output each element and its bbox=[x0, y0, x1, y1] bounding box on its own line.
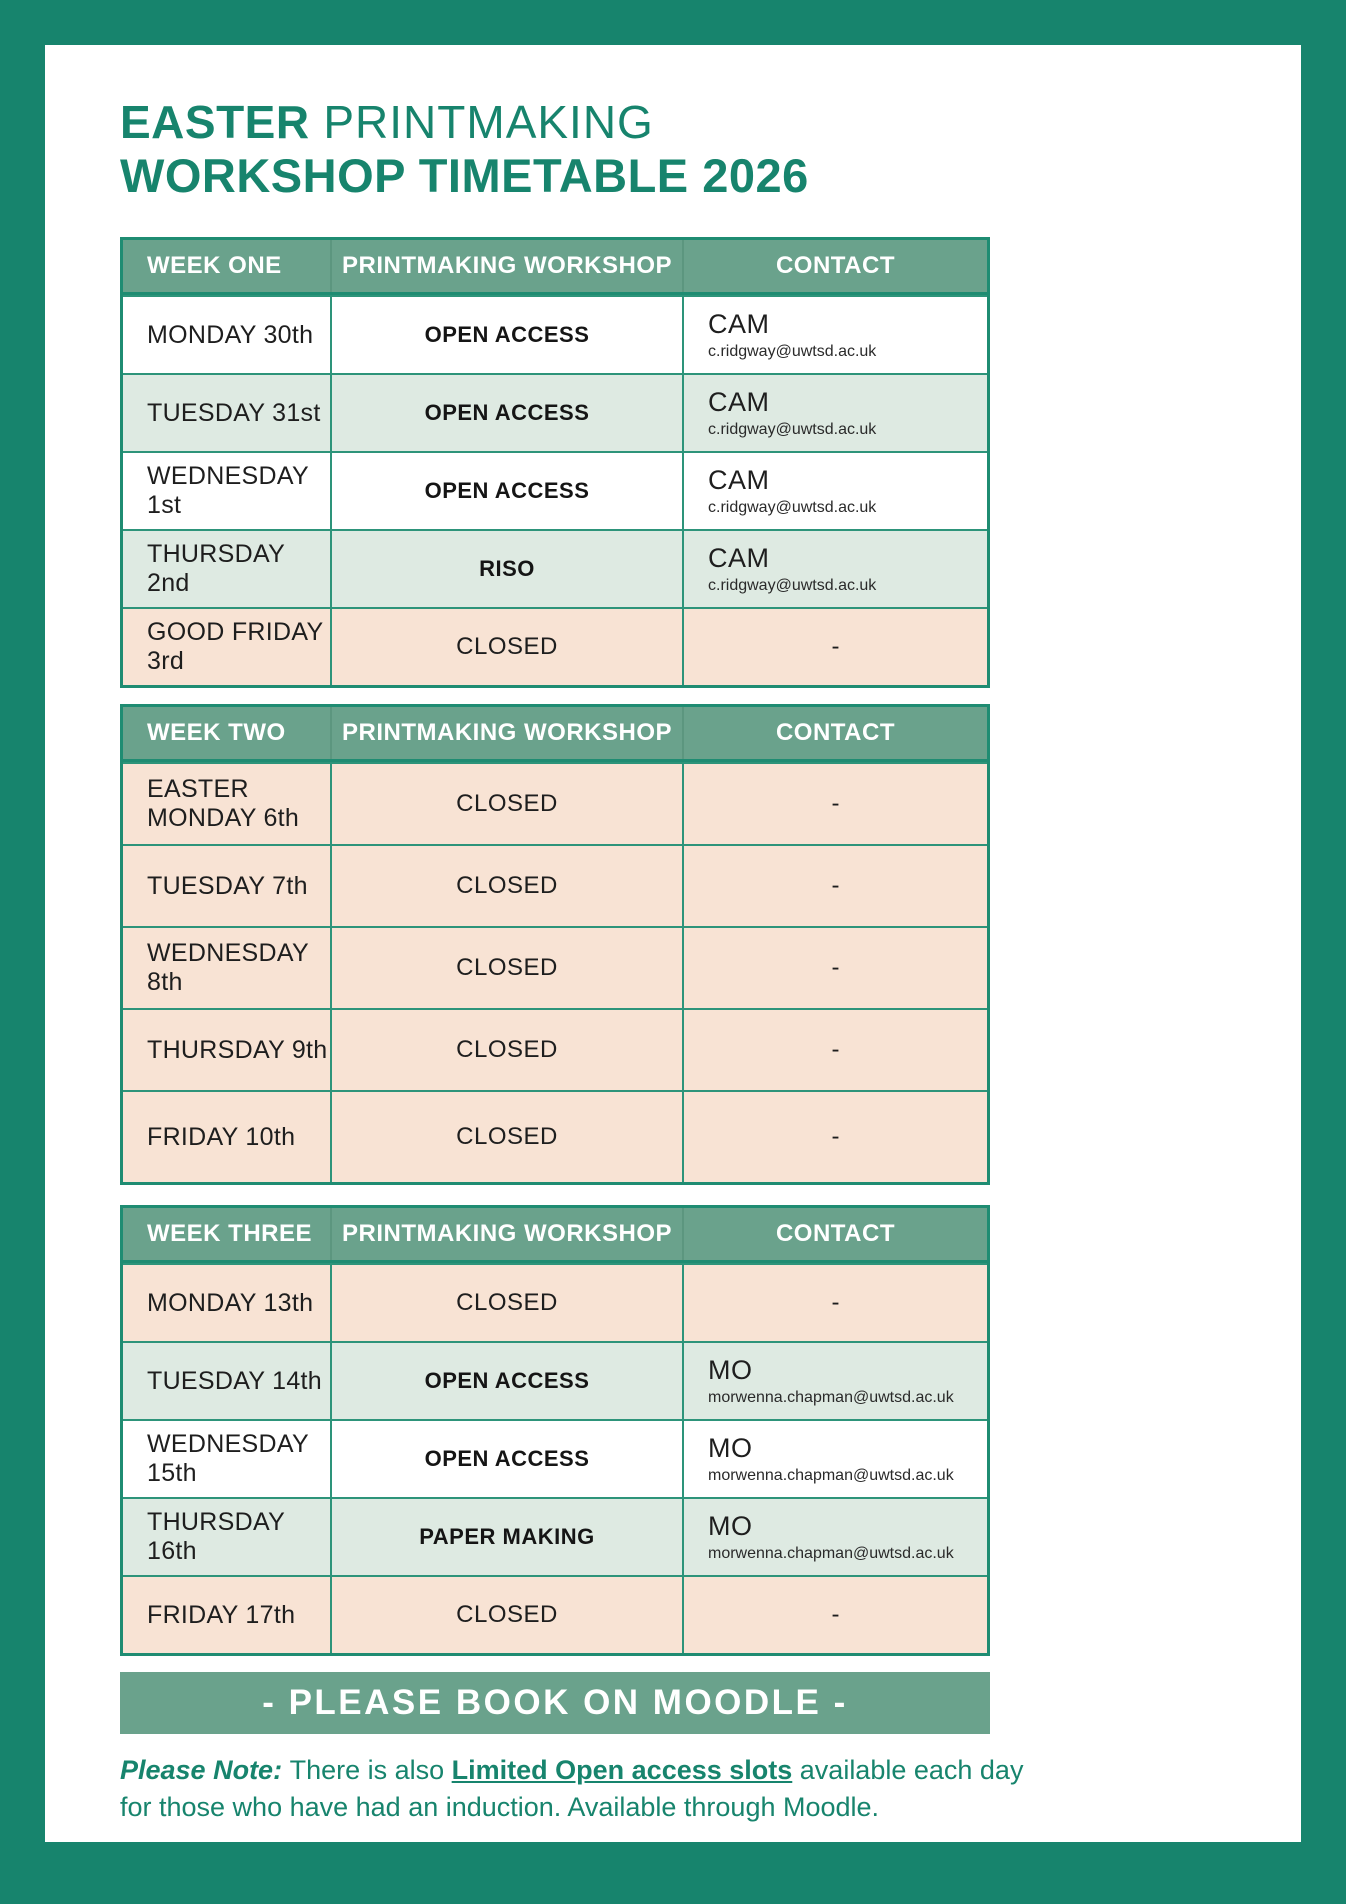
contact-name: MO bbox=[708, 1355, 753, 1385]
table-row bbox=[123, 1497, 987, 1575]
week-two-header-row bbox=[123, 707, 987, 762]
contact-empty-dash: - bbox=[831, 1601, 840, 1628]
table-row bbox=[123, 373, 987, 451]
workshop-label: OPEN ACCESS bbox=[424, 1446, 590, 1471]
contact-cell bbox=[684, 453, 987, 529]
note-prefix: Please Note: bbox=[120, 1755, 290, 1785]
contact-email: c.ridgway@uwtsd.ac.uk bbox=[708, 499, 877, 516]
contact-cell bbox=[684, 609, 987, 685]
workshop-cell bbox=[332, 846, 684, 926]
contact-cell bbox=[684, 1499, 987, 1575]
contact-column-header: CONTACT bbox=[775, 1220, 896, 1247]
workshop-label: CLOSED bbox=[456, 954, 558, 981]
contact-empty-dash: - bbox=[831, 872, 840, 899]
day-cell bbox=[123, 1010, 332, 1090]
contact-email: morwenna.chapman@uwtsd.ac.uk bbox=[708, 1545, 954, 1562]
workshop-cell bbox=[332, 297, 684, 373]
contact-name: MO bbox=[708, 1433, 753, 1463]
table-row bbox=[123, 529, 987, 607]
day-cell bbox=[123, 609, 332, 685]
spacer bbox=[120, 688, 1301, 704]
day-label: MONDAY 30th bbox=[147, 320, 314, 349]
workshop-cell bbox=[332, 531, 684, 607]
title-line-1 bbox=[120, 95, 1301, 149]
workshop-label: CLOSED bbox=[456, 1123, 558, 1150]
spacer bbox=[120, 1185, 1301, 1205]
workshop-column-header: PRINTMAKING WORKSHOP bbox=[332, 240, 684, 292]
contact-name: MO bbox=[708, 1511, 753, 1541]
contact-name: CAM bbox=[708, 387, 770, 417]
day-cell bbox=[123, 453, 332, 529]
contact-column-header: CONTACT bbox=[775, 719, 896, 746]
workshop-cell bbox=[332, 609, 684, 685]
contact-empty-dash: - bbox=[831, 790, 840, 817]
day-label: TUESDAY 31st bbox=[147, 398, 321, 427]
note-middle: There is also bbox=[289, 1755, 452, 1785]
workshop-cell bbox=[332, 1265, 684, 1341]
contact-email: c.ridgway@uwtsd.ac.uk bbox=[708, 421, 877, 438]
contact-cell bbox=[684, 1010, 987, 1090]
workshop-label: RISO bbox=[479, 556, 535, 581]
workshop-cell bbox=[332, 1010, 684, 1090]
week-one-header-row bbox=[123, 240, 987, 295]
workshop-label: OPEN ACCESS bbox=[424, 322, 590, 347]
contact-name: CAM bbox=[708, 465, 770, 495]
day-label: WEDNESDAY 15th bbox=[147, 1430, 309, 1487]
workshop-cell bbox=[332, 764, 684, 844]
contact-cell bbox=[684, 846, 987, 926]
day-cell bbox=[123, 764, 332, 844]
workshop-cell bbox=[332, 1343, 684, 1419]
page-title bbox=[120, 95, 1301, 203]
contact-cell bbox=[684, 531, 987, 607]
note-emphasis: Limited Open access slots bbox=[451, 1755, 793, 1785]
poster-card bbox=[45, 45, 1301, 1842]
book-on-moodle-banner bbox=[120, 1672, 990, 1734]
week-one-label: WEEK ONE bbox=[123, 240, 332, 292]
table-row bbox=[123, 1008, 987, 1090]
day-cell bbox=[123, 1265, 332, 1341]
week-three-table bbox=[120, 1205, 990, 1656]
contact-empty-dash: - bbox=[831, 1289, 840, 1316]
contact-empty-dash: - bbox=[831, 954, 840, 981]
workshop-label: PAPER MAKING bbox=[419, 1524, 595, 1549]
day-cell bbox=[123, 297, 332, 373]
contact-column-header: CONTACT bbox=[775, 252, 896, 279]
workshop-label: CLOSED bbox=[456, 1036, 558, 1063]
contact-cell bbox=[684, 1421, 987, 1497]
day-cell bbox=[123, 846, 332, 926]
title-line-2: WORKSHOP TIMETABLE 2026 bbox=[120, 149, 809, 202]
workshop-cell bbox=[332, 375, 684, 451]
workshop-cell bbox=[332, 453, 684, 529]
day-label: GOOD FRIDAY 3rd bbox=[147, 618, 324, 675]
banner-label: - PLEASE BOOK ON MOODLE - bbox=[262, 1683, 848, 1722]
day-label: WEDNESDAY 8th bbox=[147, 939, 309, 996]
workshop-label: OPEN ACCESS bbox=[424, 400, 590, 425]
week-one-table bbox=[120, 237, 990, 688]
workshop-label: CLOSED bbox=[456, 633, 558, 660]
contact-cell bbox=[684, 928, 987, 1008]
table-row bbox=[123, 1575, 987, 1653]
table-row bbox=[123, 295, 987, 373]
day-label: FRIDAY 10th bbox=[147, 1122, 296, 1151]
contact-cell bbox=[684, 1577, 987, 1653]
contact-cell bbox=[684, 1343, 987, 1419]
contact-email: morwenna.chapman@uwtsd.ac.uk bbox=[708, 1389, 954, 1406]
contact-empty-dash: - bbox=[831, 1123, 840, 1150]
contact-email: morwenna.chapman@uwtsd.ac.uk bbox=[708, 1467, 954, 1484]
workshop-cell bbox=[332, 928, 684, 1008]
workshop-label: CLOSED bbox=[456, 1289, 558, 1316]
table-row bbox=[123, 607, 987, 685]
day-cell bbox=[123, 1421, 332, 1497]
title-easter: EASTER bbox=[120, 96, 310, 148]
workshop-cell bbox=[332, 1421, 684, 1497]
day-cell bbox=[123, 1343, 332, 1419]
contact-empty-dash: - bbox=[831, 1036, 840, 1063]
day-label: TUESDAY 7th bbox=[147, 871, 308, 900]
contact-cell bbox=[684, 1265, 987, 1341]
day-label: FRIDAY 17th bbox=[147, 1600, 296, 1629]
day-label: EASTER MONDAY 6th bbox=[147, 775, 300, 832]
table-row bbox=[123, 1341, 987, 1419]
contact-cell bbox=[684, 1092, 987, 1182]
contact-cell bbox=[684, 764, 987, 844]
workshop-label: OPEN ACCESS bbox=[424, 1368, 590, 1393]
contact-name: CAM bbox=[708, 543, 770, 573]
table-row bbox=[123, 1419, 987, 1497]
day-label: THURSDAY 16th bbox=[147, 1508, 285, 1565]
contact-cell bbox=[684, 375, 987, 451]
day-label: THURSDAY 2nd bbox=[147, 540, 285, 597]
week-three-label: WEEK THREE bbox=[123, 1208, 332, 1260]
table-row bbox=[123, 844, 987, 926]
table-row bbox=[123, 926, 987, 1008]
workshop-label: CLOSED bbox=[456, 1601, 558, 1628]
workshop-column-header: PRINTMAKING WORKSHOP bbox=[332, 1208, 684, 1260]
week-two-label: WEEK TWO bbox=[123, 707, 332, 759]
day-cell bbox=[123, 1577, 332, 1653]
day-cell bbox=[123, 928, 332, 1008]
contact-email: c.ridgway@uwtsd.ac.uk bbox=[708, 577, 877, 594]
title-printmaking: PRINTMAKING bbox=[309, 96, 654, 148]
workshop-cell bbox=[332, 1499, 684, 1575]
day-label: WEDNESDAY 1st bbox=[147, 462, 309, 519]
week-two-table bbox=[120, 704, 990, 1185]
table-row bbox=[123, 762, 987, 844]
day-cell bbox=[123, 1092, 332, 1182]
day-cell bbox=[123, 375, 332, 451]
workshop-label: CLOSED bbox=[456, 790, 558, 817]
contact-empty-dash: - bbox=[831, 633, 840, 660]
workshop-label: CLOSED bbox=[456, 872, 558, 899]
day-cell bbox=[123, 531, 332, 607]
table-row bbox=[123, 1263, 987, 1341]
workshop-column-header: PRINTMAKING WORKSHOP bbox=[332, 707, 684, 759]
contact-cell bbox=[684, 297, 987, 373]
table-row bbox=[123, 451, 987, 529]
workshop-cell bbox=[332, 1577, 684, 1653]
workshop-cell bbox=[332, 1092, 684, 1182]
week-three-header-row bbox=[123, 1208, 987, 1263]
workshop-label: OPEN ACCESS bbox=[424, 478, 590, 503]
day-label: THURSDAY 9th bbox=[147, 1035, 328, 1064]
contact-name: CAM bbox=[708, 309, 770, 339]
table-row bbox=[123, 1090, 987, 1182]
day-label: TUESDAY 14th bbox=[147, 1366, 322, 1395]
day-label: MONDAY 13th bbox=[147, 1288, 314, 1317]
day-cell bbox=[123, 1499, 332, 1575]
contact-email: c.ridgway@uwtsd.ac.uk bbox=[708, 343, 877, 360]
please-note-text bbox=[120, 1752, 1060, 1826]
note-suffix: available each day for those who have had an induction. Available through Moodle. bbox=[120, 1755, 1024, 1822]
